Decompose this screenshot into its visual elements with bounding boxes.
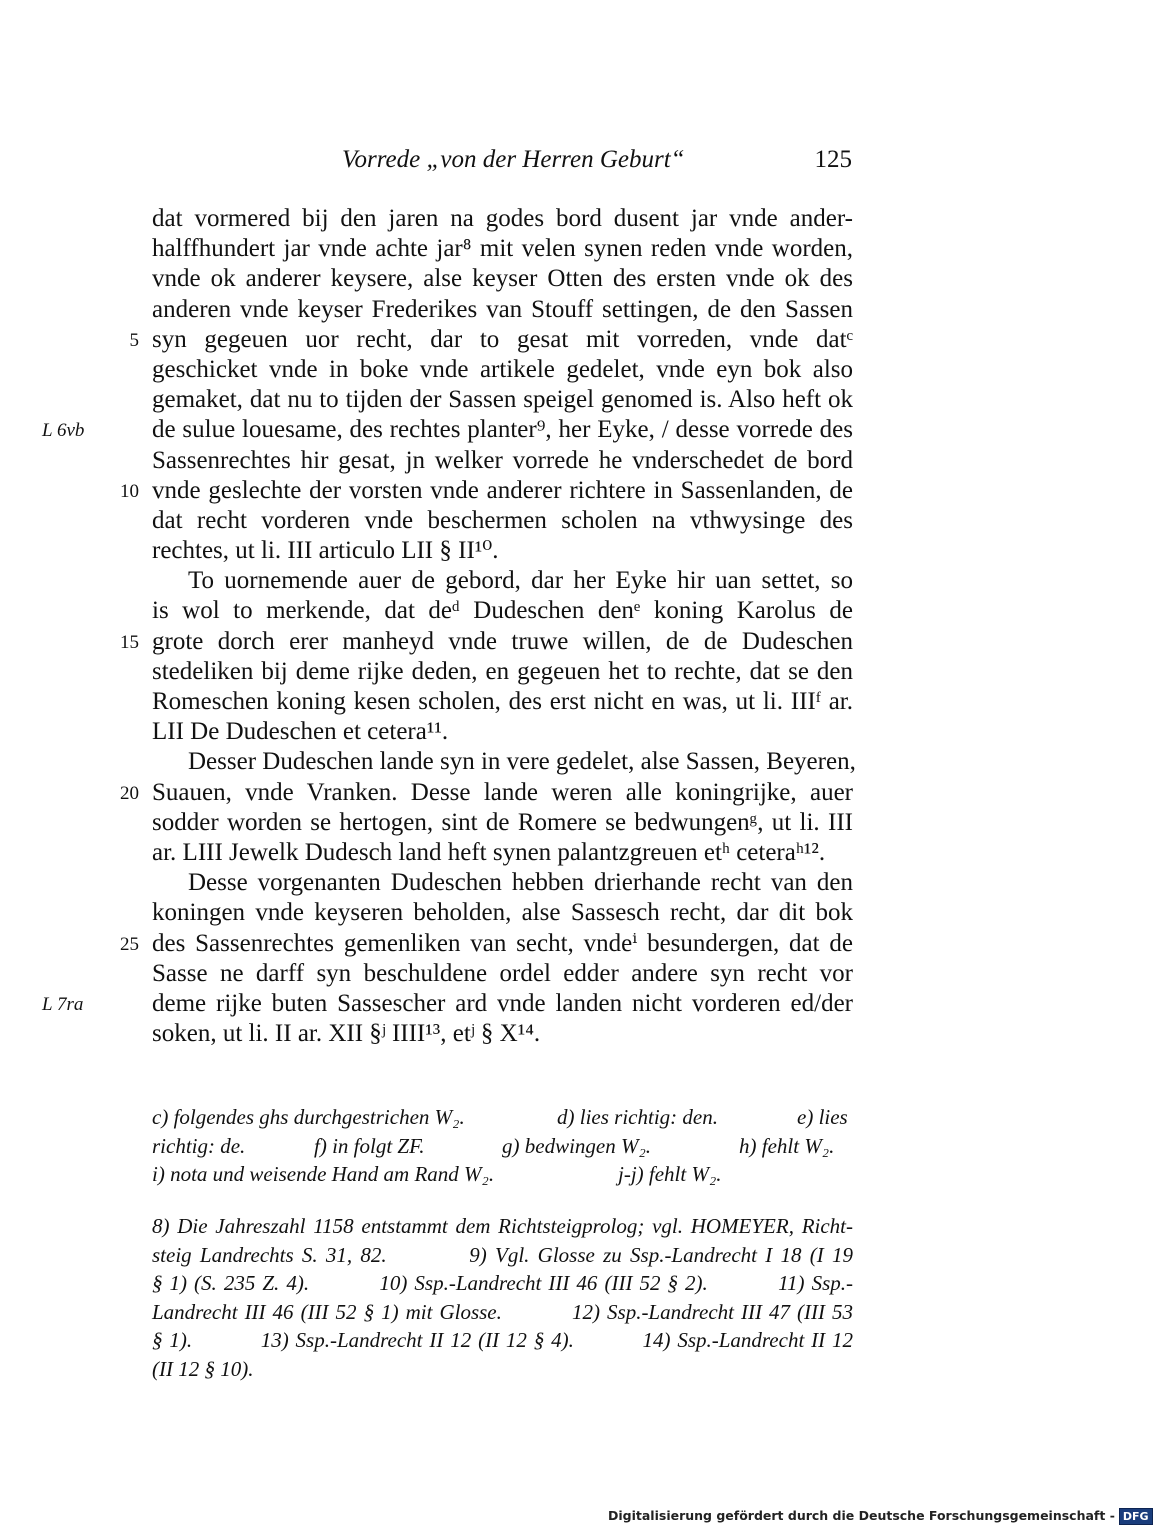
source-note-line: § 1) (S. 235 Z. 4). 10) Ssp.-Landrecht III 46 (III 52 § 2). 11) Ssp.- xyxy=(152,1271,853,1295)
source-note-line: § 1). 13) Ssp.-Landrecht II 12 (II 12 § 4). 14) Ssp.-Landrecht II 12 xyxy=(152,1328,853,1352)
text-line xyxy=(0,808,1000,838)
text-line xyxy=(0,747,1000,777)
text-line xyxy=(0,838,1000,868)
apparatus-note: richtig: de. xyxy=(152,1133,246,1158)
text-line xyxy=(0,1019,1000,1049)
line-text: Romeschen koning kesen scholen, des erst nicht en was, ut li. IIIᶠ ar. xyxy=(152,688,853,715)
line-text: koningen vnde keyseren beholden, alse Sassesch recht, dar dit bok xyxy=(152,899,853,927)
line-text: Desse vorgenanten Dudeschen hebben drierhande recht van den xyxy=(188,869,853,897)
source-note-line: steig Landrechts S. 31, 82. 9) Vgl. Glosse zu Ssp.-Landrecht I 18 (I 19 xyxy=(152,1242,853,1267)
text-line xyxy=(0,234,1000,264)
text-line xyxy=(0,476,1000,506)
line-number: 25 xyxy=(120,933,139,955)
text-line xyxy=(0,446,1000,476)
source-note-line: 8) Die Jahreszahl 1158 entstammt dem Richtsteigprolog; vgl. HOMEYER, Richt- xyxy=(152,1214,853,1238)
text-line xyxy=(0,325,1000,355)
text-line xyxy=(0,687,1000,717)
apparatus-note: j-j) fehlt W₂. xyxy=(618,1162,722,1186)
funding-footer xyxy=(608,1508,1153,1525)
line-text: anderen vnde keyser Frederikes van Stouff settingen, de den Sassen xyxy=(152,295,853,323)
text-line xyxy=(0,415,1000,445)
source-footnotes xyxy=(152,1212,853,1383)
text-line xyxy=(0,295,1000,325)
folio-marker: L 7ra xyxy=(42,993,84,1015)
folio-marker: L 6vb xyxy=(42,420,85,442)
text-line xyxy=(0,264,1000,294)
text-line xyxy=(0,627,1000,657)
text-line xyxy=(0,385,1000,415)
line-text: syn gegeuen uor recht, dar to gesat mit vorreden, vnde datᶜ xyxy=(152,325,853,353)
apparatus-note: c) folgendes ghs durchgestrichen W₂. xyxy=(152,1105,465,1129)
line-text: dat vormered bij den jaren na godes bord dusent jar vnde ander- xyxy=(152,205,853,232)
line-number: 15 xyxy=(120,631,139,653)
text-line xyxy=(0,657,1000,687)
text-line xyxy=(0,355,1000,385)
source-note-line: Landrecht III 46 (III 52 § 1) mit Glosse. 12) Ssp.-Landrecht III 47 (III 53 xyxy=(152,1299,853,1324)
apparatus-note: e) lies xyxy=(797,1105,848,1129)
line-text: is wol to merkende, dat deᵈ Dudeschen denᵉ koning Karolus de xyxy=(152,597,853,625)
line-text: des Sassenrechtes gemenliken van secht, vndeⁱ besundergen, dat de xyxy=(152,929,853,957)
line-text: vnde ok anderer keysere, alse keyser Otten des ersten vnde ok des xyxy=(152,265,853,293)
line-text: ar. LIII Jewelk Dudesch land heft synen palantzgreuen etʰ ceteraʰ¹². xyxy=(152,838,826,866)
line-text: soken, ut li. II ar. XII §ʲ IIII¹³, etʲ § X¹⁴. xyxy=(152,1020,541,1048)
line-text: rechtes, ut li. III articulo LII § II¹⁰. xyxy=(152,537,499,565)
text-line xyxy=(0,959,1000,989)
apparatus-row xyxy=(152,1103,853,1132)
line-text: halffhundert jar vnde achte jar⁸ mit velen synen reden vnde worden, xyxy=(152,235,853,263)
apparatus-note: g) bedwingen W₂. xyxy=(502,1133,652,1158)
line-text: Desser Dudeschen lande syn in vere gedelet, alse Sassen, Beyeren, xyxy=(188,748,856,776)
text-line xyxy=(0,898,1000,928)
apparatus-row xyxy=(152,1132,853,1161)
line-text: Suauen, vnde Vranken. Desse lande weren alle koningrijke, auer xyxy=(152,778,853,806)
page-header xyxy=(0,146,1000,182)
line-text: To uornemende auer de gebord, dar her Eyke hir uan settet, so xyxy=(188,567,853,595)
line-number: 5 xyxy=(129,329,139,351)
text-line xyxy=(0,929,1000,959)
text-line xyxy=(0,778,1000,808)
dfg-logo: DFG xyxy=(1119,1508,1153,1525)
page-number: 125 xyxy=(814,146,852,173)
apparatus-row xyxy=(152,1160,853,1189)
line-number: 20 xyxy=(120,782,139,804)
apparatus-note: i) nota und weisende Hand am Rand W₂. xyxy=(152,1162,495,1186)
text-line xyxy=(0,868,1000,898)
line-number: 10 xyxy=(120,480,139,502)
line-text: gemaket, dat nu to tijden der Sassen speigel genomed is. Also heft ok xyxy=(152,386,853,414)
line-text: vnde geslechte der vorsten vnde anderer richtere in Sassenlanden, de xyxy=(152,476,853,504)
running-title: Vorrede „von der Herren Geburt“ xyxy=(342,146,685,173)
line-text: deme rijke buten Sassescher ard vnde landen nicht vorderen ed/der xyxy=(152,989,853,1017)
text-line xyxy=(0,596,1000,626)
source-note-line: (II 12 § 10). xyxy=(152,1356,254,1381)
apparatus-note: f) in folgt ZF. xyxy=(314,1133,425,1158)
line-text: Sasse ne darff syn beschuldene ordel edder andere syn recht vor xyxy=(152,959,853,987)
line-text: LII De Dudeschen et cetera¹¹. xyxy=(152,718,449,746)
text-line xyxy=(0,566,1000,596)
funding-text: Digitalisierung gefördert durch die Deutsche Forschungsgemeinschaft - xyxy=(608,1508,1115,1523)
textual-apparatus xyxy=(152,1103,853,1189)
line-text: geschicket vnde in boke vnde artikele gedelet, vnde eyn bok also xyxy=(152,355,853,383)
apparatus-note: h) fehlt W₂. xyxy=(739,1133,835,1158)
text-line xyxy=(0,204,1000,234)
line-text: grote dorch erer manheyd vnde truwe willen, de de Dudeschen xyxy=(152,627,853,655)
line-text: Sassenrechtes hir gesat, jn welker vorrede he vnderschedet de bord xyxy=(152,446,853,474)
line-text: dat recht vorderen vnde beschermen scholen na vthwysinge des xyxy=(152,506,853,534)
text-line xyxy=(0,536,1000,566)
apparatus-note: d) lies richtig: den. xyxy=(557,1105,718,1129)
text-line xyxy=(0,989,1000,1019)
text-line xyxy=(0,717,1000,747)
text-line xyxy=(0,506,1000,536)
main-text xyxy=(0,204,1000,1049)
line-text: stedeliken bij deme rijke deden, en gegeuen het to rechte, dat se den xyxy=(152,657,853,685)
line-text: de sulue louesame, des rechtes planter⁹, her Eyke, / desse vorrede des xyxy=(152,416,853,444)
line-text: sodder worden se hertogen, sint de Romere se bedwungenᵍ, ut li. III xyxy=(152,808,853,836)
